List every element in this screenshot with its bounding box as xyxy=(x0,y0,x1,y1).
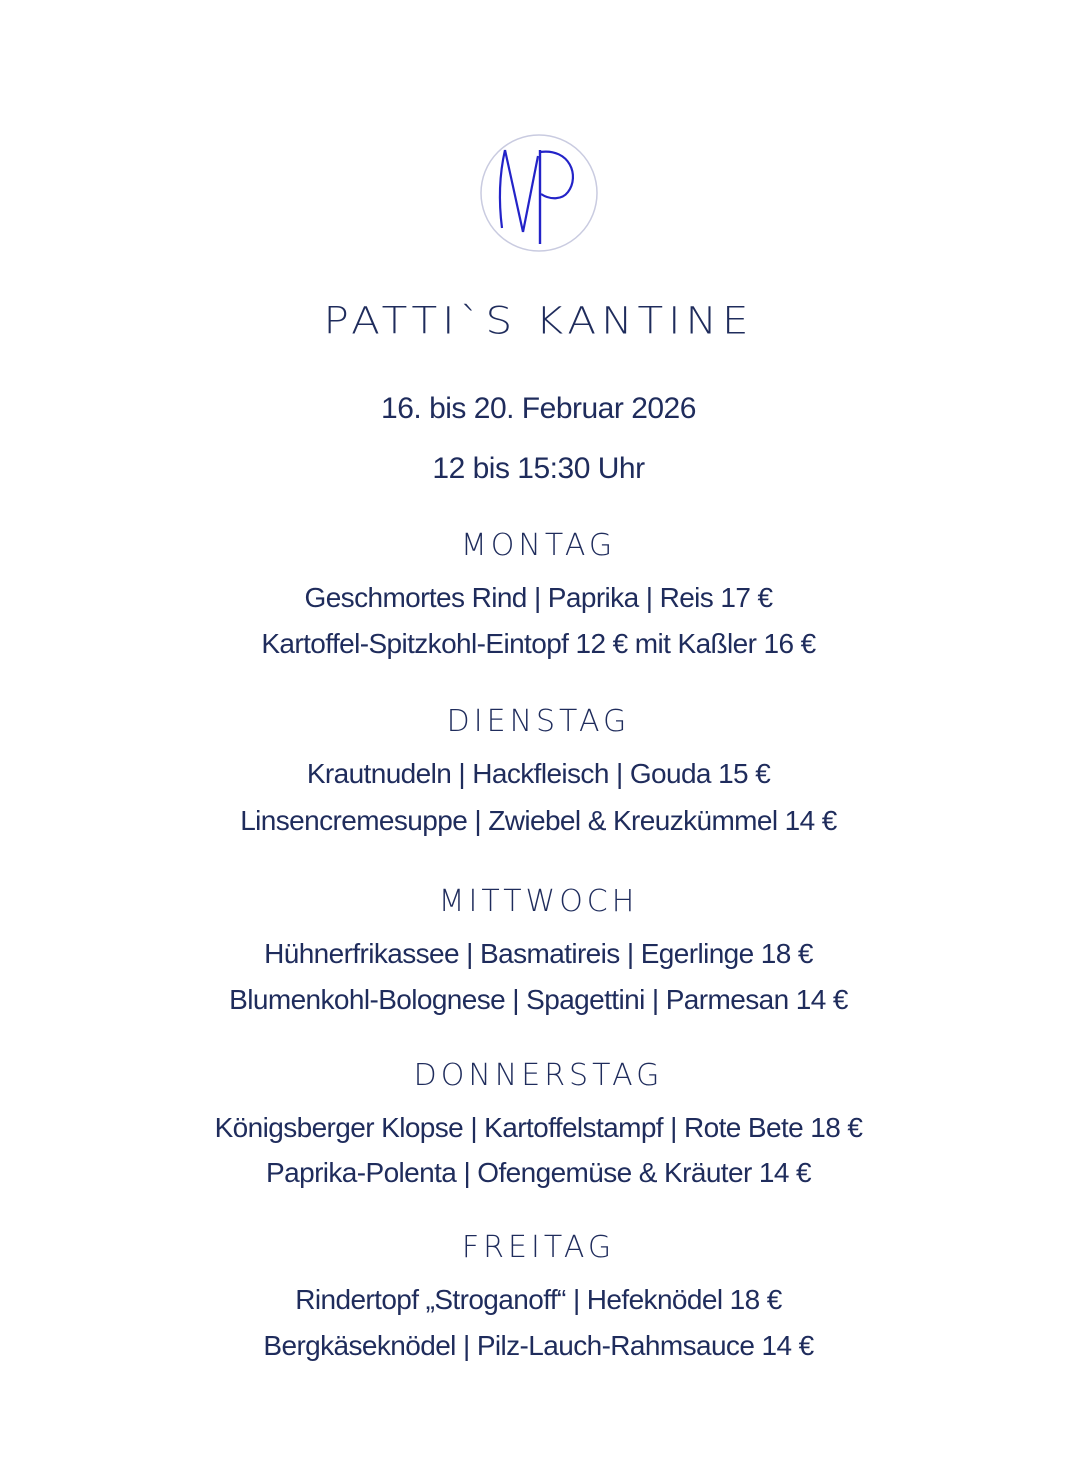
day-heading-monday: MONTAG xyxy=(460,528,617,563)
dish-wednesday-1: Hühnerfrikassee | Basmatireis | Egerlinge 18 € xyxy=(264,938,813,969)
dish-friday-2: Bergkäseknödel | Pilz-Lauch-Rahmsauce 14 € xyxy=(263,1330,814,1361)
monogram-logo xyxy=(478,132,600,254)
dish-friday-1: Rindertopf „Stroganoff“ | Hefeknödel 18 € xyxy=(295,1284,782,1315)
dish-tuesday-2: Linsencremesuppe | Zwiebel & Kreuzkümmel 14 € xyxy=(240,805,837,836)
day-heading-friday: FREITAG xyxy=(461,1230,616,1265)
opening-hours: 12 bis 15:30 Uhr xyxy=(432,452,645,485)
dish-wednesday-2: Blumenkohl-Bolognese | Spagettini | Parmesan 14 € xyxy=(229,984,848,1015)
day-heading-thursday: DONNERSTAG xyxy=(413,1058,664,1093)
dish-tuesday-1: Krautnudeln | Hackfleisch | Gouda 15 € xyxy=(306,758,771,789)
dish-thursday-2: Paprika-Polenta | Ofengemüse & Kräuter 14 € xyxy=(266,1157,811,1188)
day-heading-wednesday: MITTWOCH xyxy=(438,884,639,919)
dish-thursday-1: Königsberger Klopse | Kartoffelstampf | Rote Bete 18 € xyxy=(214,1112,863,1143)
restaurant-name: PATTI`S KANTINE xyxy=(323,298,754,343)
dish-monday-2: Kartoffel-Spitzkohl-Eintopf 12 € mit Kaßler 16 € xyxy=(261,628,816,659)
day-heading-tuesday: DIENSTAG xyxy=(446,704,631,739)
monogram-logo-graphic xyxy=(478,132,600,254)
dish-monday-1: Geschmortes Rind | Paprika | Reis 17 € xyxy=(304,582,773,613)
date-range: 16. bis 20. Februar 2026 xyxy=(381,392,696,425)
